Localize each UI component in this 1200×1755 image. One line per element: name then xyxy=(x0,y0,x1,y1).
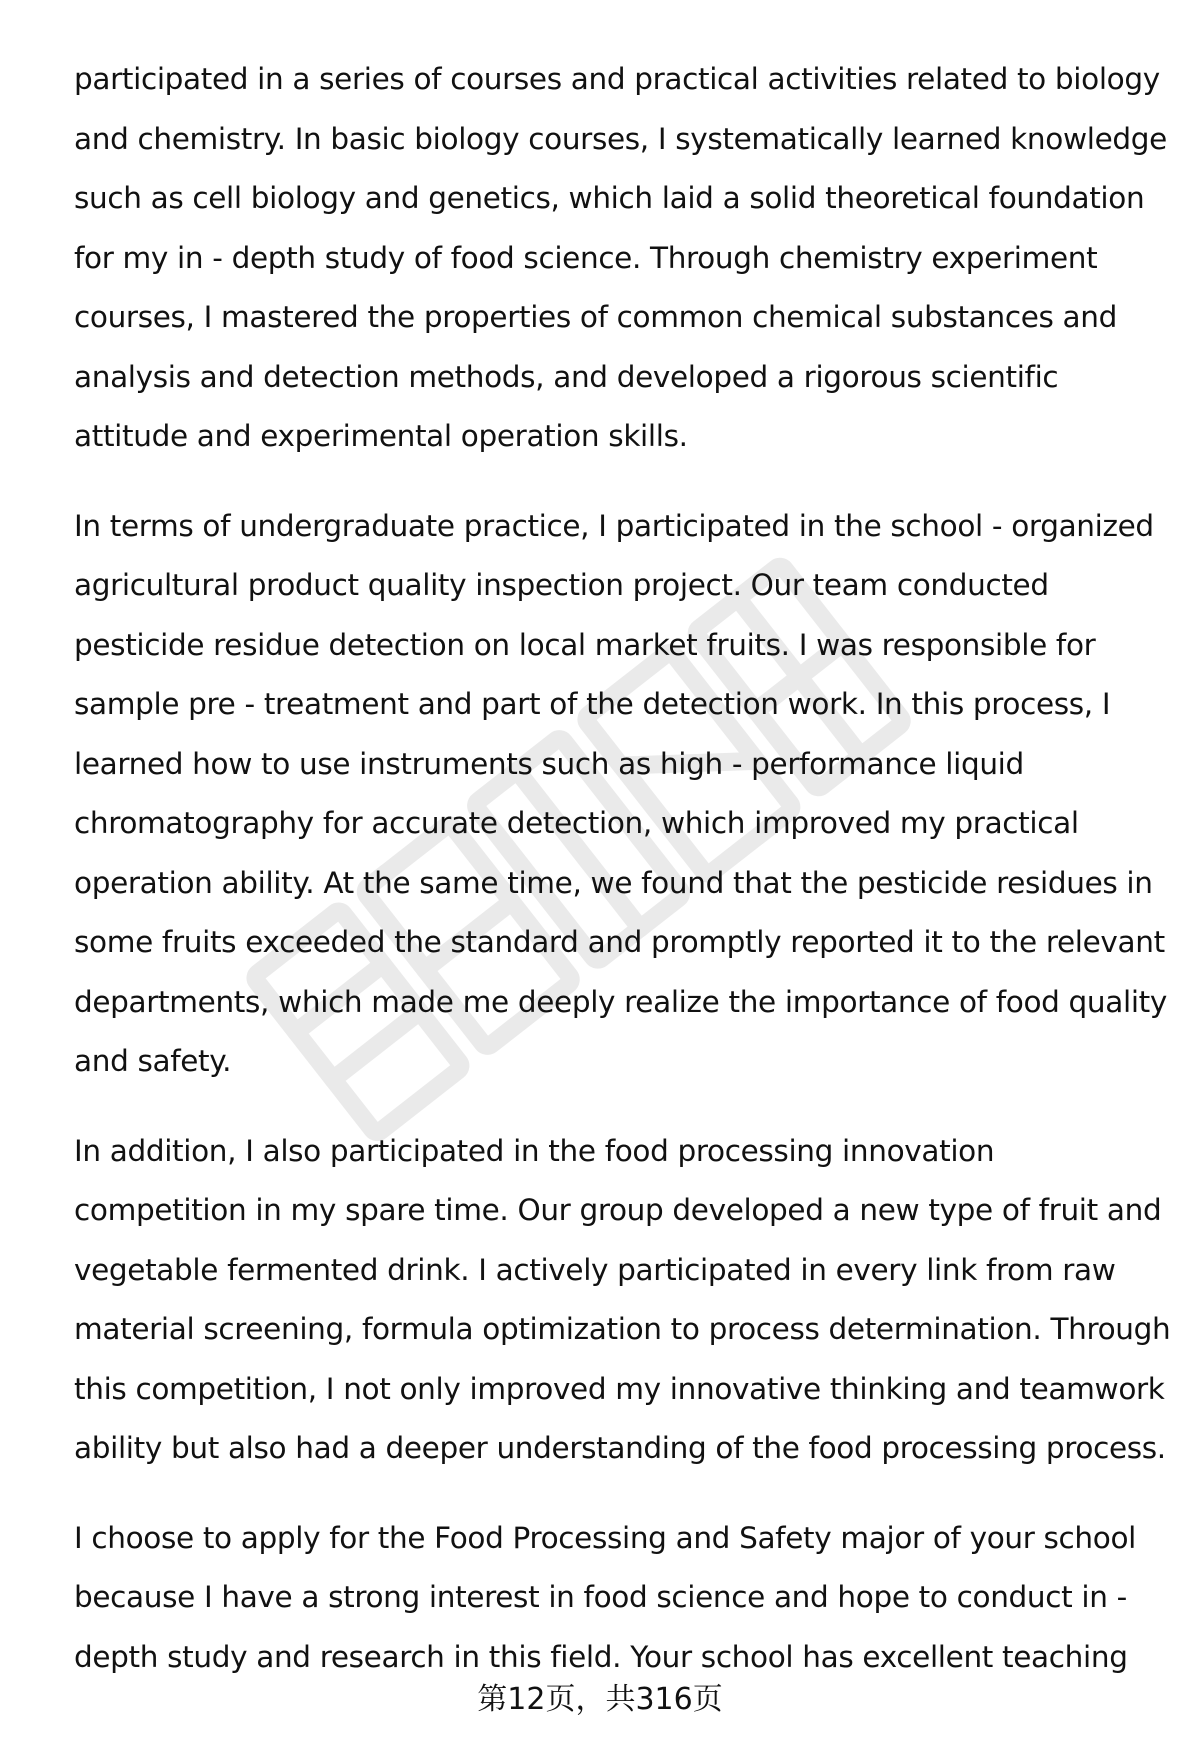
text-line: depth study and research in this field. Your school has excellent teaching xyxy=(74,1639,1128,1674)
text-line: chromatography for accurate detection, which improved my practical xyxy=(74,806,1079,840)
text-line: I choose to apply for the Food Processing and Safety major of your school xyxy=(74,1520,1137,1555)
text-line: In addition, I also participated in the food processing innovation xyxy=(74,1133,995,1168)
text-line: departments, which made me deeply realize the importance of food quality xyxy=(74,984,1168,1019)
text-line: learned how to use instruments such as high - performance liquid xyxy=(74,746,1024,781)
paragraph-application-reason xyxy=(74,1509,1174,1688)
text-line: vegetable fermented drink. I actively participated in every link from raw xyxy=(74,1252,1116,1287)
text-line: and chemistry. In basic biology courses, I systematically learned knowledge xyxy=(74,121,1167,156)
text-line: agricultural product quality inspection project. Our team conducted xyxy=(74,568,1049,602)
text-line: operation ability. At the same time, we found that the pesticide residues in xyxy=(74,865,1153,900)
paragraph-coursework xyxy=(74,50,1174,467)
text-line: because I have a strong interest in food science and hope to conduct in - xyxy=(74,1580,1127,1614)
text-line: and safety. xyxy=(74,1044,232,1078)
text-line: courses, I mastered the properties of common chemical substances and xyxy=(74,300,1118,334)
text-line: ability but also had a deeper understanding of the food processing process. xyxy=(74,1431,1166,1465)
document-body xyxy=(74,50,1174,1687)
paragraph-undergraduate-practice xyxy=(74,497,1174,1092)
text-line: material screening, formula optimization to process determination. Through xyxy=(74,1312,1171,1346)
paragraph-innovation-competition xyxy=(74,1122,1174,1479)
text-line: participated in a series of courses and practical activities related to biology xyxy=(74,62,1160,96)
text-line: pesticide residue detection on local market fruits. I was responsible for xyxy=(74,627,1096,662)
text-line: attitude and experimental operation skills. xyxy=(74,419,688,453)
page-number-footer: 第12页，共316页 xyxy=(477,1682,723,1717)
text-line: some fruits exceeded the standard and promptly reported it to the relevant xyxy=(74,925,1165,959)
text-line: this competition, I not only improved my innovative thinking and teamwork xyxy=(74,1371,1165,1406)
text-line: sample pre - treatment and part of the detection work. In this process, I xyxy=(74,687,1111,721)
text-line: In terms of undergraduate practice, I participated in the school - organized xyxy=(74,508,1154,543)
text-line: analysis and detection methods, and developed a rigorous scientific xyxy=(74,359,1059,394)
text-line: such as cell biology and genetics, which laid a solid theoretical foundation xyxy=(74,181,1145,215)
text-line: competition in my spare time. Our group developed a new type of fruit and xyxy=(74,1193,1162,1227)
text-line: for my in - depth study of food science. Through chemistry experiment xyxy=(74,240,1098,275)
